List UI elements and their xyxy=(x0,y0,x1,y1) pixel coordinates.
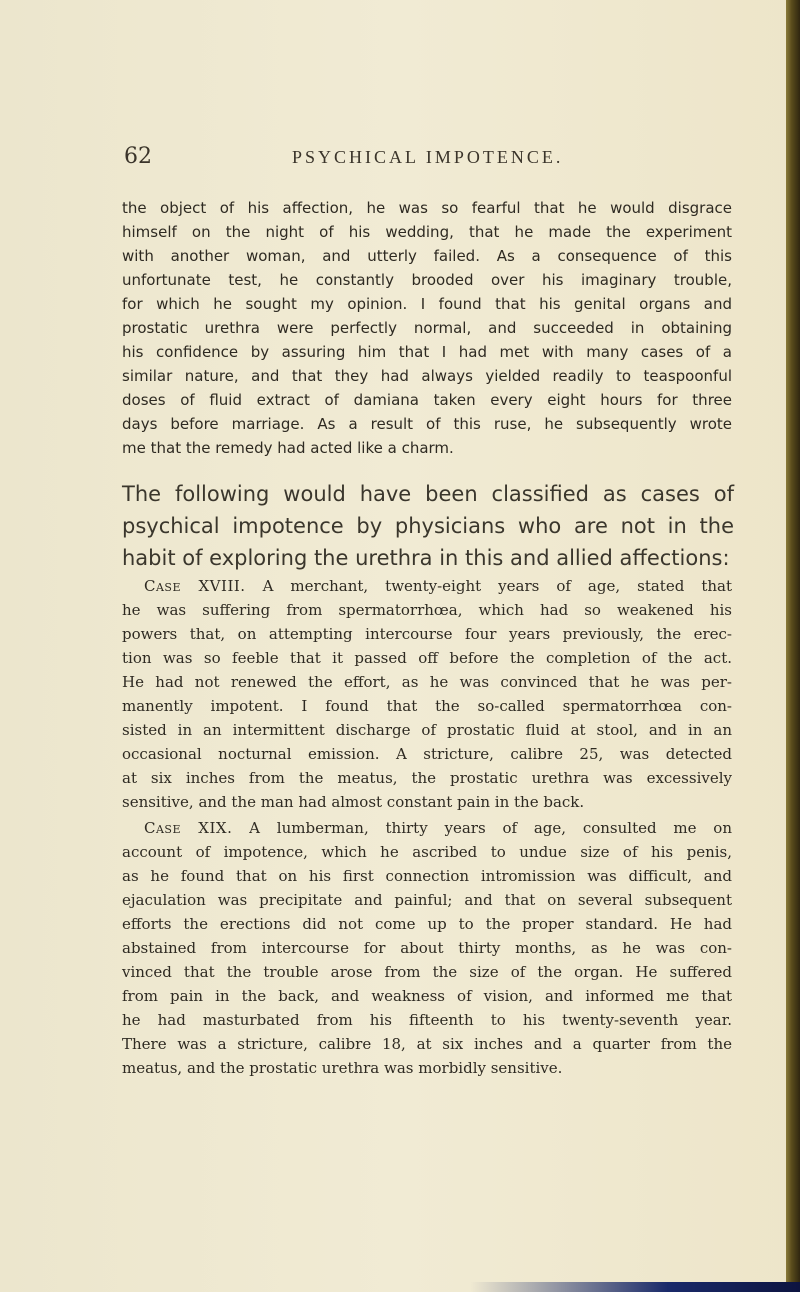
case-label: Case XIX. xyxy=(144,819,233,837)
text-line: at six inches from the meatus, the prostatic urethra was excessively xyxy=(122,769,732,787)
text-line: efforts the erections did not come up to the proper standard. He had xyxy=(122,915,732,933)
text-line: sensitive, and the man had almost constant pain in the back. xyxy=(122,793,585,811)
text-line: himself on the night of his wedding, that he made the experiment xyxy=(122,223,732,241)
text-line: he had masturbated from his fifteenth to his twenty-seventh year. xyxy=(122,1011,732,1029)
case-text: A lumberman, thirty years of age, consulted me on xyxy=(232,819,732,837)
text-line: similar nature, and that they had always yielded readily to teaspoonful xyxy=(122,367,732,385)
text-line: vinced that the trouble arose from the size of the organ. He suffered xyxy=(122,963,732,981)
text-line: as he found that on his first connection intromission was difficult, and xyxy=(122,867,732,885)
text-line: for which he sought my opinion. I found that his genital organs and xyxy=(122,295,732,313)
case-xix-paragraph xyxy=(122,816,732,1080)
heading-line: habit of exploring the urethra in this and allied affections: xyxy=(122,546,730,570)
text-line: me that the remedy had acted like a charm. xyxy=(122,439,454,457)
case-label: Case XVIII. xyxy=(144,577,246,595)
page-number: 62 xyxy=(124,144,152,169)
text-line: There was a stricture, calibre 18, at six inches and a quarter from the xyxy=(122,1035,732,1053)
text-line: prostatic urethra were perfectly normal, and succeeded in obtaining xyxy=(122,319,732,337)
text-line: sisted in an intermittent discharge of prostatic fluid at stool, and in an xyxy=(122,721,732,739)
section-heading xyxy=(122,478,734,574)
text-line: tion was so feeble that it passed off before the completion of the act. xyxy=(122,649,732,667)
text-line: the object of his affection, he was so fearful that he would disgrace xyxy=(122,199,732,217)
text-line: manently impotent. I found that the so-called spermatorrhœa con- xyxy=(122,697,732,715)
running-title: PSYCHICAL IMPOTENCE. xyxy=(292,147,564,167)
text-line: from pain in the back, and weakness of vision, and informed me that xyxy=(122,987,732,1005)
text-line: his confidence by assuring him that I had met with many cases of a xyxy=(122,343,732,361)
case-xviii-paragraph xyxy=(122,574,732,814)
text-line: days before marriage. As a result of this ruse, he subsequently wrote xyxy=(122,415,732,433)
text-line: unfortunate test, he constantly brooded over his imaginary trouble, xyxy=(122,271,732,289)
page-header xyxy=(124,144,744,174)
text-line: he was suffering from spermatorrhœa, which had so weakened his xyxy=(122,601,732,619)
text-line: doses of fluid extract of damiana taken every eight hours for three xyxy=(122,391,732,409)
paragraph-continuation xyxy=(122,196,732,460)
text-line: account of impotence, which he ascribed to undue size of his penis, xyxy=(122,843,732,861)
text-line: ejaculation was precipitate and painful; and that on several subsequent xyxy=(122,891,732,909)
page-bottom-shadow xyxy=(470,1282,800,1292)
text-line xyxy=(122,816,732,840)
text-line: with another woman, and utterly failed. As a consequence of this xyxy=(122,247,732,265)
heading-line: The following would have been classified as cases of xyxy=(122,482,734,506)
text-line xyxy=(122,574,732,598)
text-line: powers that, on attempting intercourse four years previously, the erec- xyxy=(122,625,732,643)
heading-line: psychical impotence by physicians who are not in the xyxy=(122,514,734,538)
text-line: abstained from intercourse for about thirty months, as he was con- xyxy=(122,939,732,957)
text-line: occasional nocturnal emission. A stricture, calibre 25, was detected xyxy=(122,745,732,763)
case-text: A merchant, twenty-eight years of age, stated that xyxy=(245,577,732,595)
text-line: He had not renewed the effort, as he was convinced that he was per- xyxy=(122,673,732,691)
text-line: meatus, and the prostatic urethra was morbidly sensitive. xyxy=(122,1059,563,1077)
book-spine-edge xyxy=(786,0,800,1292)
